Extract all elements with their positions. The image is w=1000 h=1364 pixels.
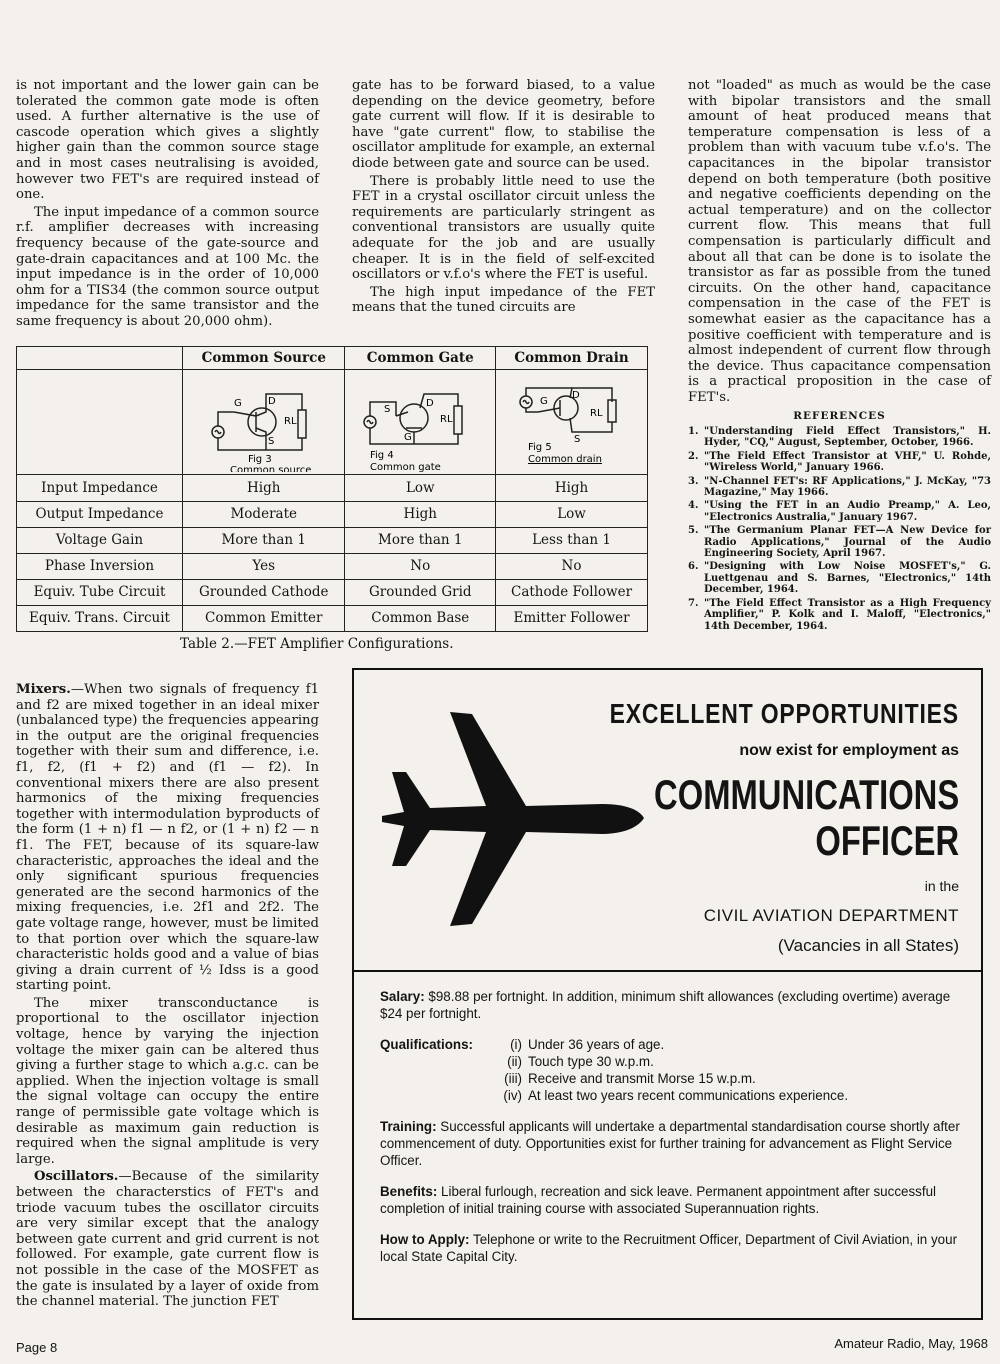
column-3 bbox=[688, 78, 991, 405]
paragraph: The high input impedance of the FET means that the tuned circuits are bbox=[352, 284, 655, 316]
row-label: Voltage Gain bbox=[17, 527, 183, 553]
table-cell: Low bbox=[345, 475, 496, 501]
table-cell: More than 1 bbox=[345, 527, 496, 553]
qualifications-label: Qualifications: bbox=[380, 1037, 474, 1052]
reference-number: 2. bbox=[688, 450, 699, 462]
apply-label: How to Apply: bbox=[380, 1232, 470, 1247]
reference-text: "Designing with Low Noise MOSFET's," G. Luettgenau and S. Barnes, "Electronics," 14th December, 1964. bbox=[704, 561, 991, 596]
table-row bbox=[17, 605, 648, 631]
label-rl: RL bbox=[440, 414, 453, 426]
reference-item bbox=[688, 426, 991, 449]
ad-in-the: in the bbox=[924, 878, 959, 894]
reference-item bbox=[688, 525, 991, 559]
table-cell: High bbox=[183, 475, 345, 501]
label-g: G bbox=[233, 398, 242, 410]
paragraph: The input impedance of a common source r.f. amplifier decreases with increasing frequency because of the gate-source and gate-drain capacitances and at 100 Mc. the input impedance is in the order of 10,000 ohm for a TIS34 (the common source output impedance for the same transistor and the same frequency is about 20,000 ohm). bbox=[16, 204, 319, 329]
reference-number: 1. bbox=[688, 426, 699, 437]
figure-common-gate bbox=[345, 370, 496, 475]
list-text: At least two years recent communications experience. bbox=[528, 1088, 849, 1103]
table-cell: Moderate bbox=[183, 501, 345, 527]
reference-item bbox=[688, 500, 991, 523]
table-cell: Less than 1 bbox=[496, 527, 648, 553]
label-s: S bbox=[573, 434, 580, 446]
training-text: Successful applicants will undertake a departmental standardisation course shortly after commencement of duty. Opportunities exist for further training for advancement as Flight Service Officer. bbox=[380, 1119, 960, 1168]
references-title: REFERENCES bbox=[793, 410, 886, 422]
label-d: D bbox=[426, 398, 434, 410]
paragraph-text: —When two signals of frequency f1 and f2 are mixed together in an ideal mixer (unbalanced type) the frequencies appearing in the output are the original frequencies together with their sum and difference, i.e. f1, f2, (f1 + f2) and (f1 — f2). In conventional mixers there are also present harmonics of the mixing frequencies together with intermodulation byproducts of the form (1 + n) f1 — n f2, or (1 + n) f2 — n f1. The FET, because of its square-law characteristic, approaches the ideal and the only significant spurious frequencies generated are the second harmonics of the mixing frequencies, i.e. 2f1 and 2f2. The gate voltage range, however, must be limited to that portion over which the square-law characteristic holds good and a value of bias giving a drain current of ½ Idss is a good starting point. bbox=[16, 682, 319, 994]
table-row bbox=[17, 579, 648, 605]
fet-circuit-diagram bbox=[360, 372, 480, 472]
label-rl: RL bbox=[589, 408, 603, 420]
figure-row-label bbox=[17, 370, 183, 475]
paragraph bbox=[16, 682, 319, 994]
apply-text: Telephone or write to the Recruitment Officer, Department of Civil Aviation, in your local State Capital City. bbox=[380, 1232, 958, 1264]
ad-qualifications bbox=[380, 1036, 962, 1104]
table-cell: Grounded Cathode bbox=[183, 579, 345, 605]
reference-item bbox=[688, 561, 991, 595]
table-cell: Emitter Follower bbox=[496, 605, 648, 631]
reference-item bbox=[688, 476, 991, 499]
section-heading-oscillators: Oscillators. bbox=[34, 1169, 119, 1185]
table-cell: No bbox=[345, 553, 496, 579]
row-label: Output Impedance bbox=[17, 501, 183, 527]
table-cell: Grounded Grid bbox=[345, 579, 496, 605]
table-caption: Table 2.—FET Amplifier Configurations. bbox=[180, 636, 454, 652]
row-label: Equiv. Trans. Circuit bbox=[17, 605, 183, 631]
paragraph: not "loaded" as much as would be the case with bipolar transistors and the small amount of heat produced means that temperature compensation is less of a problem than with vacuum tube v.f.o's. The capacitances in the bipolar transistor depend on both temperature (both positive and negative coefficients depending on the actual temperature) and on the collector current flow. This means that full compensation is particularly difficult and about all that can be done is to isolate the transistor as far as possible from the tuned circuits. On the other hand, capacitance compensation in the case of the FET is somewhat easier as the capacitance has a positive coefficient with temperature and is almost independent of current flow through the device. Thus capacitance compensation is a practical proposition in the case of FET's. bbox=[688, 78, 991, 405]
ad-subheadline: now exist for employment as bbox=[739, 742, 959, 759]
list-text: Touch type 30 w.p.m. bbox=[528, 1054, 654, 1069]
table-cell: High bbox=[496, 475, 648, 501]
list-number: (iv) bbox=[503, 1088, 522, 1103]
salary-text: $98.88 per fortnight. In addition, minimum shift allowances (excluding overtime) average $24 per fortnight. bbox=[380, 989, 951, 1021]
reference-number: 7. bbox=[688, 597, 699, 609]
job-title-line-1: COMMUNICATIONS bbox=[653, 771, 959, 818]
label-s: S bbox=[384, 404, 391, 416]
fet-circuit-diagram bbox=[512, 372, 632, 472]
label-g: G bbox=[539, 396, 548, 408]
ad-training bbox=[380, 1118, 962, 1169]
reference-item bbox=[688, 598, 991, 632]
benefits-text: Liberal furlough, recreation and sick leave. Permanent appointment after successful completion of initial training course with associated Superannuation rights. bbox=[380, 1184, 937, 1216]
airplane-icon bbox=[376, 700, 646, 930]
table-row bbox=[17, 527, 648, 553]
label-s: S bbox=[267, 436, 275, 448]
reference-text: "The Field Effect Transistor as a High Frequency Amplifier," P. Kolk and I. Maloff, "Electronics," 14th December, 1964. bbox=[704, 597, 991, 632]
figure-common-source bbox=[183, 370, 345, 475]
figure-label: Fig 4 bbox=[370, 450, 394, 462]
figure-label: Fig 3 bbox=[247, 454, 272, 466]
ad-department: CIVIL AVIATION DEPARTMENT bbox=[703, 906, 959, 925]
job-title-line-2: OFFICER bbox=[815, 817, 959, 864]
list-number: (i) bbox=[510, 1037, 522, 1052]
table-row bbox=[17, 553, 648, 579]
reference-text: "Understanding Field Effect Transistors," H. Hyder, "CQ," August, September, October, 1966. bbox=[704, 426, 991, 449]
fet-configurations-table bbox=[16, 346, 648, 632]
page-number: Page 8 bbox=[16, 1340, 58, 1355]
column-1-top bbox=[16, 78, 319, 330]
ad-salary bbox=[380, 988, 962, 1022]
reference-text: "The Field Effect Transistor at VHF," U. Rohde, "Wireless World," January 1966. bbox=[704, 450, 991, 474]
ad-how-to-apply bbox=[380, 1231, 962, 1265]
label-d: D bbox=[267, 396, 276, 408]
table-cell: No bbox=[496, 553, 648, 579]
reference-number: 5. bbox=[688, 525, 699, 537]
paragraph bbox=[16, 1169, 319, 1309]
table-cell: High bbox=[345, 501, 496, 527]
table-cell: Common Emitter bbox=[183, 605, 345, 631]
table-row bbox=[17, 475, 648, 501]
ad-job-title bbox=[654, 772, 959, 864]
ad-headline: EXCELLENT OPPORTUNITIES bbox=[609, 698, 959, 729]
reference-text: "N-Channel FET's: RF Applications," J. McKay, "73 Magazine," May 1966. bbox=[704, 475, 991, 499]
paragraph-text: —Because of the similarity between the characterstics of FET's and triode vacuum tubes the oscillator circuits are very similar except that the analogy between gate current and grid current is not followed. For example, gate current flow is not possible in the case of the MOSFET as the gate is insulated by a layer of oxide from the channel material. The junction FET bbox=[16, 1169, 319, 1310]
column-1-bottom bbox=[16, 682, 319, 1310]
ad-divider bbox=[354, 970, 981, 972]
paragraph: is not important and the lower gain can be tolerated the common gate mode is often used. A further alternative is the use of cascode operation which gives a slightly higher gain than the common source stage and in most cases neutralising is avoided, however two FET's are required instead of one. bbox=[16, 78, 319, 203]
column-2-top bbox=[352, 78, 655, 316]
table-row bbox=[17, 501, 648, 527]
table-cell: Cathode Follower bbox=[496, 579, 648, 605]
magazine-issue: Amateur Radio, May, 1968 bbox=[834, 1336, 988, 1351]
figure-caption: Common source bbox=[229, 465, 312, 473]
table-cell: More than 1 bbox=[183, 527, 345, 553]
ad-benefits bbox=[380, 1183, 962, 1217]
salary-label: Salary: bbox=[380, 989, 425, 1004]
reference-number: 6. bbox=[688, 561, 699, 573]
table-corner bbox=[17, 347, 183, 370]
label-rl: RL bbox=[283, 416, 297, 428]
list-item bbox=[490, 1036, 962, 1053]
figure-label: Fig 5 bbox=[527, 442, 552, 454]
row-label: Input Impedance bbox=[17, 475, 183, 501]
header-common-source: Common Source bbox=[183, 347, 345, 370]
header-common-drain: Common Drain bbox=[496, 347, 648, 370]
paragraph: There is probably little need to use the FET in a crystal oscillator circuit unless the requirements are particularly stringent as conventional transistors are usually quite adequate for the job and are usually cheaper. It is in the field of self-excited oscillators or v.f.o's where the FET is useful. bbox=[352, 173, 655, 283]
ad-vacancies: (Vacancies in all States) bbox=[777, 936, 959, 955]
list-item bbox=[490, 1070, 962, 1087]
training-label: Training: bbox=[380, 1119, 437, 1134]
job-advertisement bbox=[352, 668, 983, 1320]
figure-caption: Common gate bbox=[370, 462, 442, 473]
table-cell: Yes bbox=[183, 553, 345, 579]
ad-body bbox=[380, 988, 962, 1279]
reference-number: 3. bbox=[688, 475, 699, 487]
fet-circuit-diagram bbox=[204, 372, 324, 472]
list-text: Receive and transmit Morse 15 w.p.m. bbox=[528, 1071, 756, 1086]
reference-text: "The Germanium Planar FET—A New Device for Radio Applications," Journal of the Audio Engineering Society, April 1967. bbox=[704, 525, 991, 560]
qualifications-list bbox=[490, 1036, 962, 1104]
list-number: (ii) bbox=[507, 1054, 522, 1069]
section-heading-mixers: Mixers. bbox=[16, 682, 71, 697]
figure-common-drain bbox=[496, 370, 648, 475]
figure-caption: Common drain bbox=[527, 454, 602, 466]
row-label: Equiv. Tube Circuit bbox=[17, 579, 183, 605]
label-d: D bbox=[571, 390, 580, 402]
row-label: Phase Inversion bbox=[17, 553, 183, 579]
references bbox=[688, 410, 991, 634]
paragraph: gate has to be forward biased, to a value depending on the device geometry, before gate current will flow. If it is desirable to have "gate current" flow, to stabilise the oscillator amplitude for example, an external diode between gate and source can be used. bbox=[352, 78, 655, 171]
paragraph: The mixer transconductance is proportional to the oscillator injection voltage, hence by varying the injection voltage the mixer gain can be altered thus giving a further stage to which a.g.c. can be applied. When the injection voltage is small the signal voltage can occupy the entire range of permissible gate voltage which is desirable as maximum gain reduction is required when the signal amplitude is very large. bbox=[16, 995, 319, 1167]
reference-number: 4. bbox=[688, 500, 699, 512]
list-item bbox=[490, 1053, 962, 1070]
header-common-gate: Common Gate bbox=[345, 347, 496, 370]
list-number: (iii) bbox=[504, 1071, 522, 1086]
table-cell: Common Base bbox=[345, 605, 496, 631]
reference-text: "Using the FET in an Audio Preamp," A. Leo, "Electronics Australia," January 1967. bbox=[704, 500, 991, 523]
benefits-label: Benefits: bbox=[380, 1184, 438, 1199]
list-text: Under 36 years of age. bbox=[528, 1037, 665, 1052]
reference-item bbox=[688, 451, 991, 474]
list-item bbox=[490, 1087, 962, 1104]
table-cell: Low bbox=[496, 501, 648, 527]
label-g: G bbox=[404, 432, 413, 444]
